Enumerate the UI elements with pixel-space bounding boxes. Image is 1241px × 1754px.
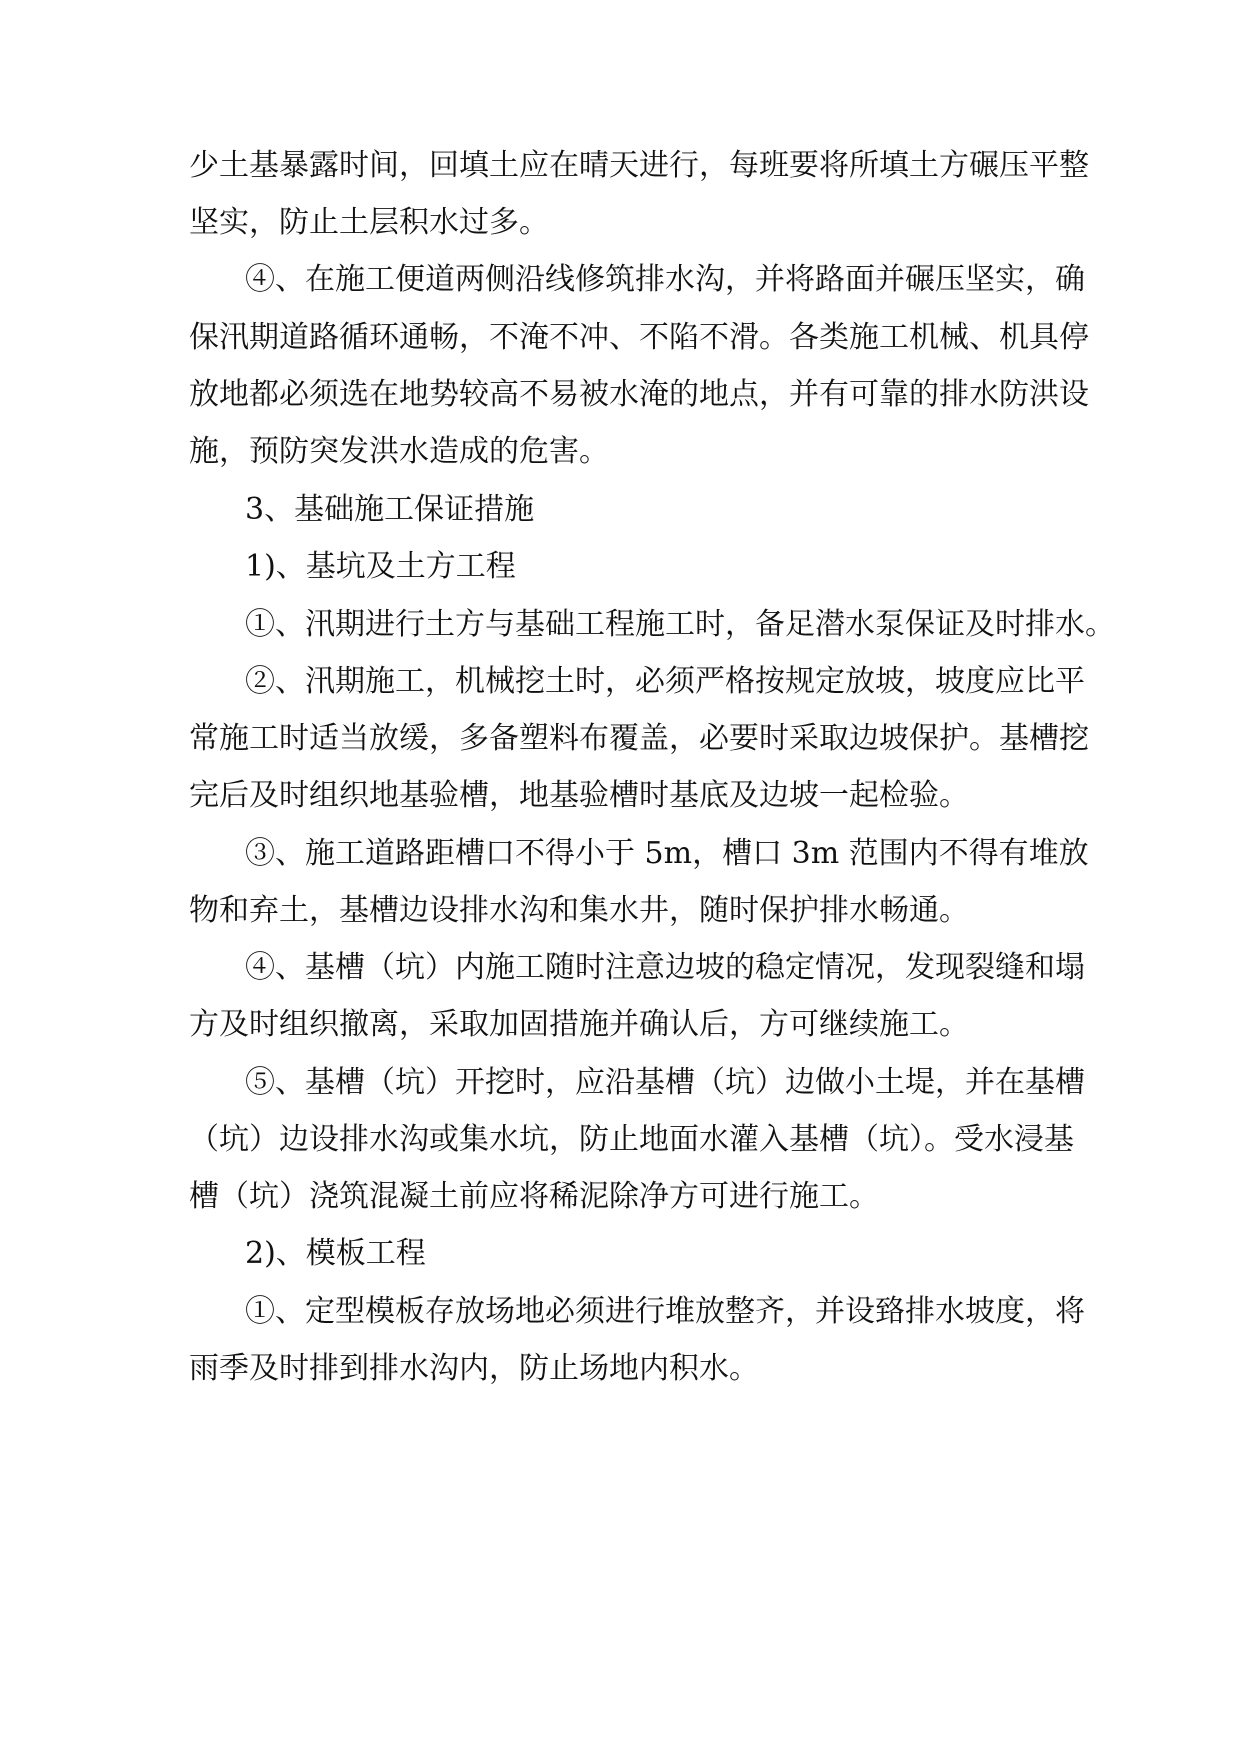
text-line: 常施工时适当放缓，多备塑料布覆盖，必要时采取边坡保护。基槽挖 bbox=[189, 721, 1089, 756]
paragraph-start: ④、基槽（坑）内施工随时注意边坡的稳定情况，发现裂缝和塌 bbox=[245, 950, 1085, 985]
paragraph-start: ⑤、基槽（坑）开挖时，应沿基槽（坑）边做小土堤，并在基槽 bbox=[245, 1065, 1085, 1100]
text-line: 保汛期道路循环通畅，不淹不冲、不陷不滑。各类施工机械、机具停 bbox=[189, 320, 1089, 355]
text-line: 雨季及时排到排水沟内，防止场地内积水。 bbox=[189, 1351, 759, 1386]
paragraph-start: ①、汛期进行土方与基础工程施工时，备足潜水泵保证及时排水。 bbox=[245, 607, 1115, 642]
text-line: 槽（坑）浇筑混凝土前应将稀泥除净方可进行施工。 bbox=[189, 1179, 879, 1214]
section-heading: 3、基础施工保证措施 bbox=[245, 492, 535, 527]
paragraph-start: ②、汛期施工，机械挖土时，必须严格按规定放坡，坡度应比平 bbox=[245, 664, 1085, 699]
subsection-heading: 1)、基坑及土方工程 bbox=[245, 549, 516, 584]
paragraph-start: ③、施工道路距槽口不得小于 5m，槽口 3m 范围内不得有堆放 bbox=[245, 836, 1089, 871]
text-line: 少土基暴露时间，回填土应在晴天进行，每班要将所填土方碾压平整 bbox=[189, 148, 1089, 183]
paragraph-start: ①、定型模板存放场地必须进行堆放整齐，并设臵排水坡度，将 bbox=[245, 1294, 1085, 1329]
text-line: 物和弃土，基槽边设排水沟和集水井，随时保护排水畅通。 bbox=[189, 893, 969, 928]
text-line: 施，预防突发洪水造成的危害。 bbox=[189, 434, 609, 469]
text-line: 方及时组织撤离，采取加固措施并确认后，方可继续施工。 bbox=[189, 1007, 969, 1042]
paragraph-start: ④、在施工便道两侧沿线修筑排水沟，并将路面并碾压坚实，确 bbox=[245, 262, 1085, 297]
text-line: 坚实，防止土层积水过多。 bbox=[189, 205, 549, 240]
text-line: （坑）边设排水沟或集水坑，防止地面水灌入基槽（坑）。受水浸基 bbox=[189, 1122, 1074, 1157]
text-line: 放地都必须选在地势较高不易被水淹的地点，并有可靠的排水防洪设 bbox=[189, 377, 1089, 412]
text-line: 完后及时组织地基验槽，地基验槽时基底及边坡一起检验。 bbox=[189, 778, 969, 813]
subsection-heading: 2)、模板工程 bbox=[245, 1236, 426, 1271]
